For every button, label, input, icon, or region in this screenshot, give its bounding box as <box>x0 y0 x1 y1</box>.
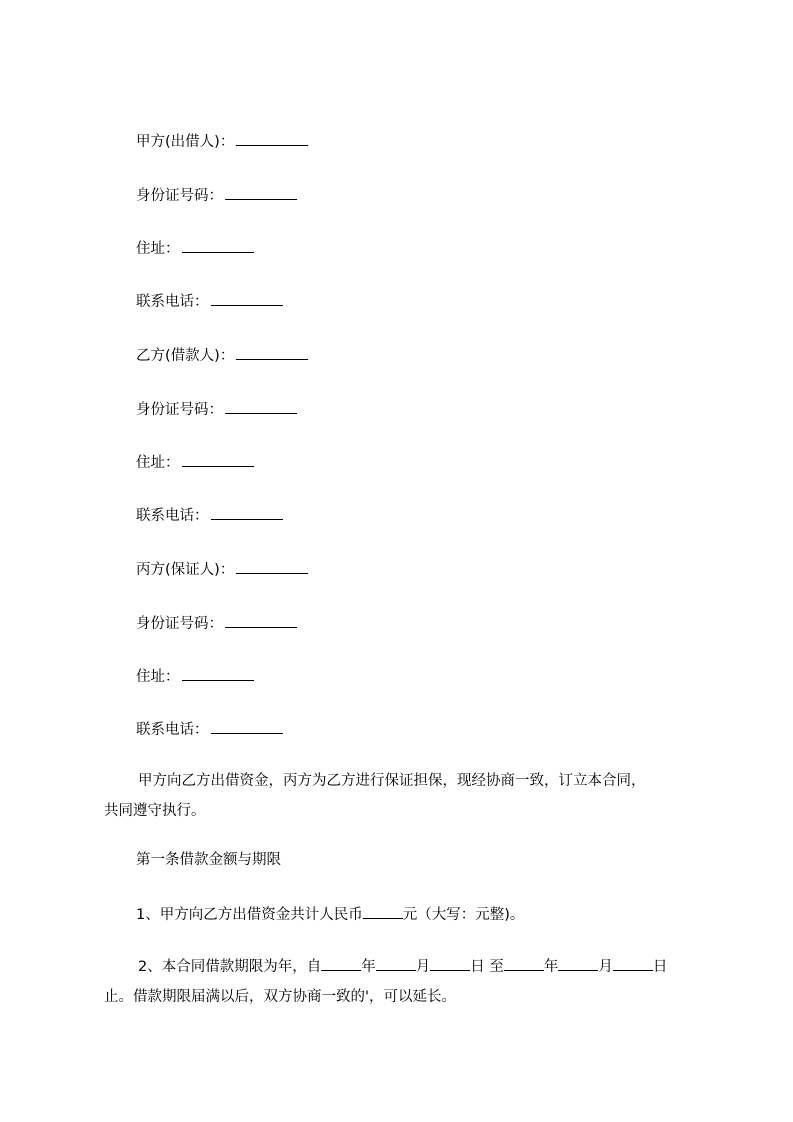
field-label: 身份证号码： <box>136 188 223 204</box>
field-label: 住址： <box>136 241 180 257</box>
fill-blank <box>182 237 254 253</box>
fill-blank <box>236 558 308 574</box>
fill-blank <box>236 344 308 360</box>
fill-blank <box>236 130 308 146</box>
intro-line-1 <box>104 766 696 796</box>
clause-2-line-1 <box>104 952 696 982</box>
intro-paragraph <box>104 766 696 826</box>
start-year-blank <box>321 955 361 971</box>
field-label: 住址： <box>136 455 180 471</box>
day-label-2: 日 <box>652 959 668 975</box>
borrower-phone-field <box>136 504 283 526</box>
field-label: 身份证号码： <box>136 616 223 632</box>
borrower-name-field <box>136 344 308 366</box>
intro-line-2: 共同遵守执行。 <box>104 803 206 819</box>
year-label: 年 <box>361 959 376 975</box>
fill-blank <box>225 184 297 200</box>
month-label: 月 <box>415 959 431 975</box>
year-label-2: 年 <box>543 959 559 975</box>
clause-2-text: 2、本合同借款期限为年，自 <box>138 959 322 975</box>
month-label-2: 月 <box>598 959 613 975</box>
guarantor-address-field <box>136 665 254 687</box>
to-label: 至 <box>489 959 504 975</box>
lender-phone-field <box>136 290 283 312</box>
fill-blank <box>211 504 283 520</box>
article-1-title: 第一条借款金额与期限 <box>136 852 281 868</box>
field-label: 丙方(保证人)： <box>136 562 235 578</box>
fill-blank <box>182 665 254 681</box>
fill-blank <box>225 398 297 414</box>
end-month-blank <box>558 955 598 971</box>
lender-id-field <box>136 184 297 206</box>
start-month-blank <box>376 955 416 971</box>
intro-text-1: 甲方向乙方出借资金，丙方为乙方进行保证担保，现经协商一致，订立本合同， <box>138 773 646 789</box>
field-label: 甲方(出借人)： <box>136 134 235 150</box>
field-label: 身份证号码： <box>136 402 223 418</box>
end-year-blank <box>504 955 544 971</box>
guarantor-id-field <box>136 612 297 634</box>
start-day-blank <box>430 955 470 971</box>
fill-blank <box>211 290 283 306</box>
clause-2 <box>104 952 696 1012</box>
fill-blank <box>211 718 283 734</box>
clause-1-tail: 元（大写：元整)。 <box>402 907 525 923</box>
lender-name-field <box>136 130 308 152</box>
end-day-blank <box>613 955 653 971</box>
clause-1 <box>136 903 524 926</box>
field-label: 住址： <box>136 669 180 685</box>
field-label: 联系电话： <box>136 508 209 524</box>
day-label: 日 <box>470 959 485 975</box>
clause-1-text: 1、甲方向乙方出借资金共计人民币 <box>136 907 363 923</box>
guarantor-phone-field <box>136 718 283 740</box>
guarantor-name-field <box>136 558 308 580</box>
field-label: 联系电话： <box>136 294 209 310</box>
fill-blank <box>225 612 297 628</box>
borrower-id-field <box>136 398 297 420</box>
clause-2-line-2: 止。借款期限届满以后，双方协商一致的'，可以延长。 <box>104 989 456 1005</box>
borrower-address-field <box>136 451 254 473</box>
field-label: 联系电话： <box>136 722 209 738</box>
field-label: 乙方(借款人)： <box>136 348 235 364</box>
fill-blank <box>182 451 254 467</box>
amount-blank <box>363 903 403 919</box>
lender-address-field <box>136 237 254 259</box>
